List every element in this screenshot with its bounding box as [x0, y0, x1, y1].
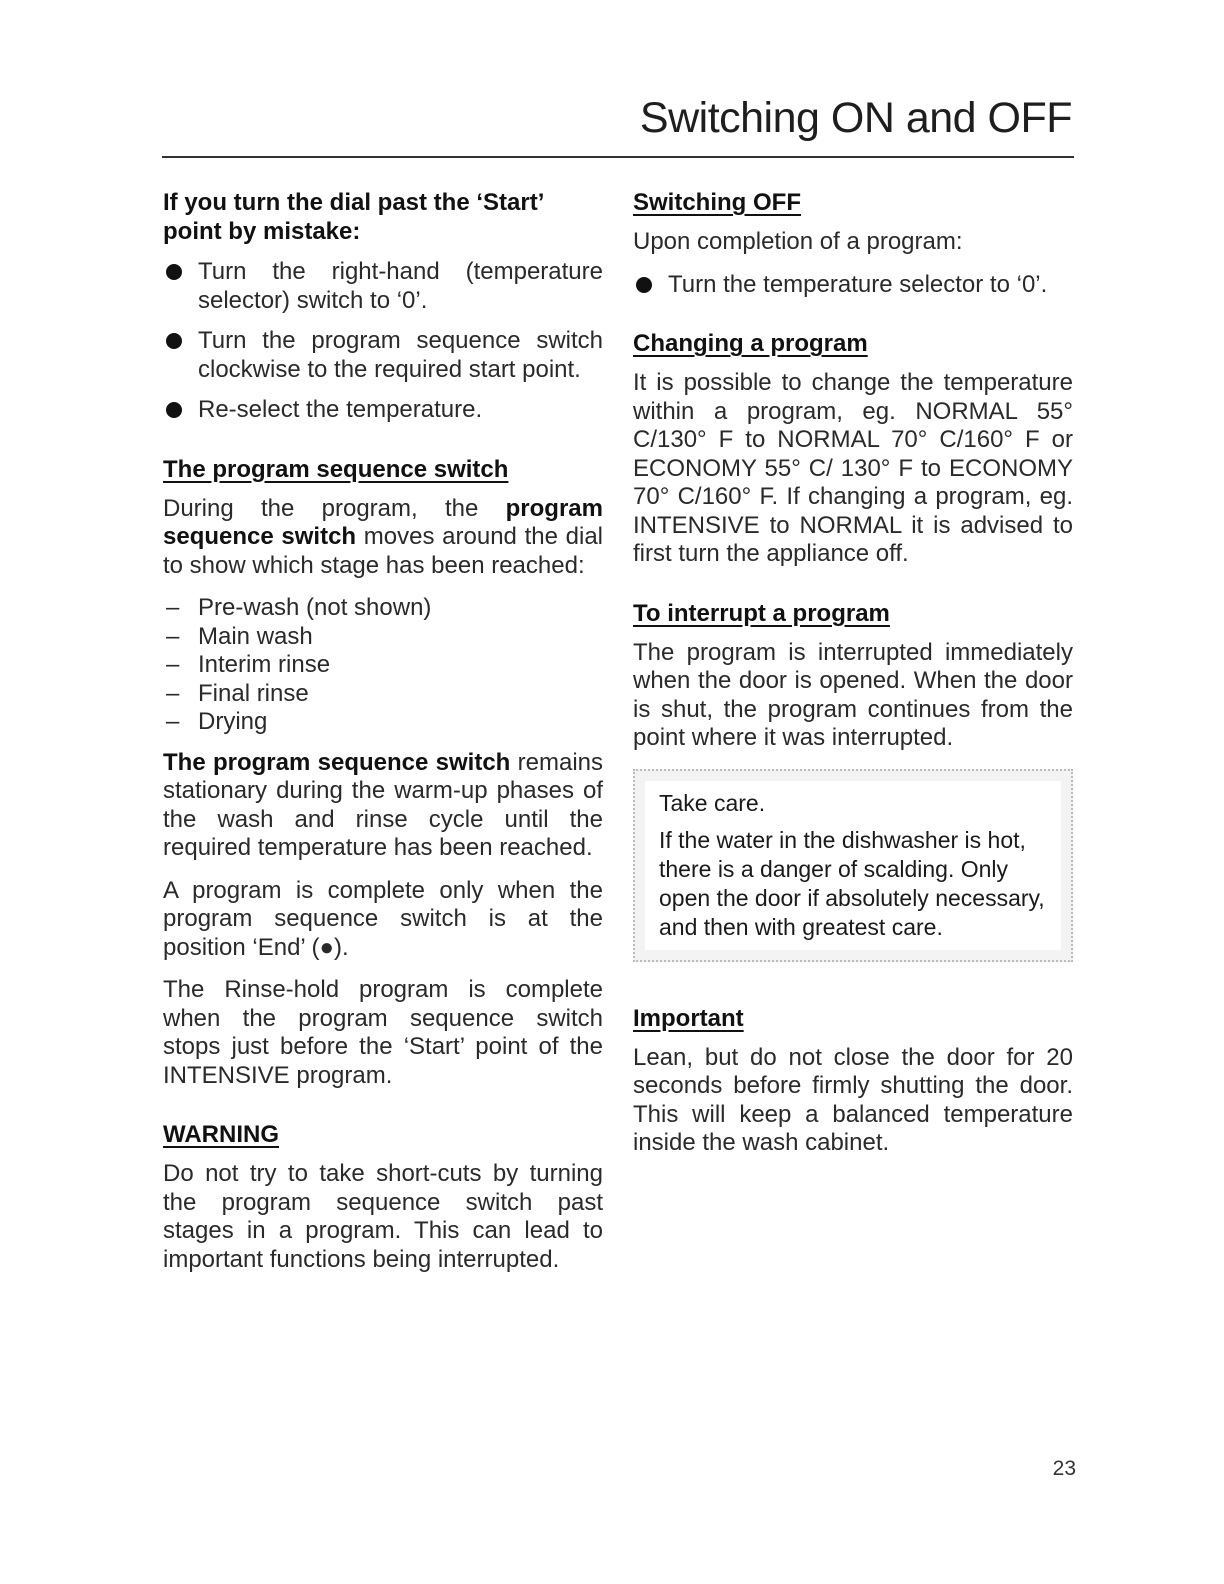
- stage-text: Final rinse: [198, 679, 309, 707]
- list-item: [163, 396, 603, 425]
- sequence-p1-text-end: moves around the dial to show which stage has been reached:: [163, 523, 603, 579]
- right-column: [633, 188, 1073, 1172]
- switching-off-intro: Upon completion of a program:: [633, 228, 963, 255]
- sequence-p1-bold: program sequence switch: [163, 494, 603, 550]
- sequence-paragraph-3: A program is complete only when the program sequence switch is at the position ‘End’ (●).: [163, 876, 603, 961]
- stage-text: Drying: [198, 708, 268, 735]
- list-item: [163, 594, 603, 623]
- sequence-p2-text: remains stationary during the warm-up phases of the wash and rinse cycle until the required temperature has been reached.: [163, 748, 604, 861]
- mistake-step-text: Turn the right-hand (temperature selector) switch to ‘0’.: [198, 258, 603, 314]
- caution-box: [633, 769, 1073, 962]
- caution-title: Take care.: [659, 789, 766, 816]
- bullet-icon: [636, 277, 652, 293]
- interrupt-program-text: The program is interrupted immediately when the door is opened. When the door is shut, the program continues from the point where it was interrupted.: [633, 638, 1073, 751]
- stage-text: Interim rinse: [198, 651, 331, 678]
- list-item: [633, 271, 1073, 300]
- page-number: 23: [1052, 1457, 1076, 1480]
- bullet-icon: [166, 402, 182, 418]
- stage-text: Main wash: [198, 622, 313, 650]
- title-divider: [162, 156, 1074, 158]
- caution-text: If the water in the dishwasher is hot, there is a danger of scalding. Only open the door if absolutely necessary, and then with greatest care.: [659, 826, 1045, 940]
- sequence-p1-text: During the program, the: [163, 494, 506, 522]
- dash-icon: –: [166, 651, 180, 678]
- list-item: [163, 258, 603, 315]
- list-item: [163, 327, 603, 384]
- dash-icon: –: [166, 622, 180, 650]
- list-item: [163, 623, 603, 652]
- important-text: Lean, but do not close the door for 20 seconds before firmly shutting the door. This will keep a balanced temperature inside the wash cabinet.: [633, 1043, 1073, 1156]
- warning-text: Do not try to take short-cuts by turning the program sequence switch past stages in a program. This can lead to important functions being interrupted.: [163, 1160, 603, 1273]
- interrupt-program-heading: To interrupt a program: [633, 599, 890, 627]
- mistake-steps-list: [163, 258, 603, 425]
- switching-off-step-text: Turn the temperature selector to ‘0’.: [668, 270, 1048, 298]
- list-item: [163, 651, 603, 680]
- sequence-p2-bold: The program sequence switch: [163, 748, 511, 776]
- stage-text: Pre-wash (not shown): [198, 594, 432, 621]
- switching-off-steps: [633, 271, 1073, 300]
- sequence-paragraph-2: [163, 749, 603, 863]
- mistake-step-text: Turn the program sequence switch clockwise to the required start point.: [198, 327, 603, 383]
- changing-program-heading: Changing a program: [633, 330, 868, 357]
- warning-heading: WARNING: [163, 1121, 279, 1148]
- dash-icon: –: [166, 708, 180, 735]
- list-item: [163, 708, 603, 737]
- caution-box-content: [645, 781, 1061, 950]
- sequence-paragraph-4: The Rinse-hold program is complete when the program sequence switch stops just before the ‘Start’ point of the INTENSIVE program.: [163, 976, 603, 1089]
- important-heading: Important: [633, 1004, 744, 1032]
- mistake-step-text: Re-select the temperature.: [198, 396, 483, 423]
- list-item: [163, 680, 603, 709]
- bullet-icon: [166, 264, 182, 280]
- stages-list: [163, 594, 603, 737]
- changing-program-text: It is possible to change the temperature within a program, eg. NORMAL 55° C/130° F to NORMAL 70° C/160° F or ECONOMY 55° C/ 130° F to ECONOMY 70° C/160° F. If changing a program, eg. INTENSIVE to NORMAL it is advised to first turn the appliance off.: [633, 369, 1073, 567]
- left-column: [163, 188, 603, 1288]
- bullet-icon: [166, 333, 182, 349]
- dash-icon: –: [166, 679, 180, 707]
- sequence-paragraph-1: [163, 495, 603, 581]
- sequence-switch-heading: The program sequence switch: [163, 455, 509, 483]
- page-title: Switching ON and OFF: [639, 94, 1072, 142]
- mistake-heading: If you turn the dial past the ‘Start’ point by mistake:: [163, 189, 544, 245]
- switching-off-heading: Switching OFF: [633, 189, 801, 216]
- dash-icon: –: [166, 594, 180, 621]
